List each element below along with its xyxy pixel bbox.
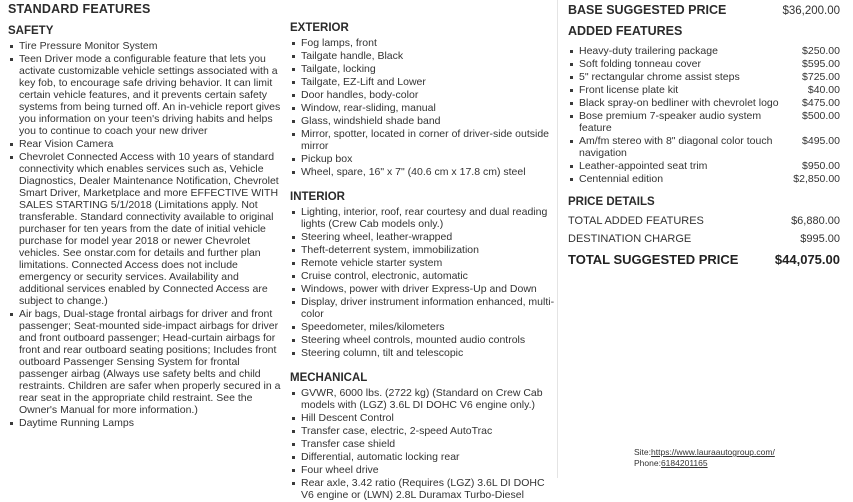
total-suggested-price-row: [568, 252, 840, 267]
pricing-panel: [557, 0, 853, 478]
interior-feature-item: Remote vehicle starter system: [290, 257, 560, 269]
exterior-list: [290, 37, 560, 178]
section-mechanical: [290, 372, 560, 501]
section-interior: [290, 191, 560, 359]
added-feature-row-amount: $495.00: [802, 135, 840, 147]
mechanical-feature-item: Differential, automatic locking rear: [290, 451, 560, 463]
added-feature-row-label: Front license plate kit: [579, 84, 679, 96]
added-features-heading: ADDED FEATURES: [568, 24, 683, 38]
interior-feature-item: Steering column, tilt and telescopic: [290, 347, 560, 359]
exterior-feature-item: Pickup box: [290, 153, 560, 165]
exterior-feature-item: Tailgate, locking: [290, 63, 560, 75]
added-feature-row: [568, 97, 840, 109]
added-feature-row-amount: $950.00: [802, 160, 840, 172]
site-label: Site:: [634, 447, 652, 457]
added-feature-row: [568, 160, 840, 172]
site-link[interactable]: https://www.lauraautogroup.com/: [651, 447, 775, 457]
base-price-label: BASE SUGGESTED PRICE: [568, 3, 727, 17]
safety-feature-item: Chevrolet Connected Access with 10 years of standard connectivity which enables services such as, Vehicle Diagnostics, Dealer Maintenance Notification, Chevrolet Smart Driver, Marketplace and more EFFECTIVE WITH SALES STARTING 5/1/2018 (Limitations apply. Not transferable. Standard connectivity available to original purchaser for ten years from the date of initial vehicle purchase for model year 2018 or newer Chevrolet vehicles. See onstar.com for details and further plan limitations. Connected Access does not include emergency or security services. Availability and additional services enabled by Connected Access are subject to change.): [8, 151, 284, 307]
section-safety: [8, 25, 284, 429]
added-feature-row-amount: $500.00: [802, 110, 840, 122]
exterior-feature-item: Wheel, spare, 16" x 7" (40.6 cm x 17.8 cm) steel: [290, 166, 560, 178]
mechanical-list: [290, 387, 560, 501]
added-feature-row-label: Leather-appointed seat trim: [579, 160, 708, 172]
exterior-feature-item: Glass, windshield shade band: [290, 115, 560, 127]
added-feature-row: [568, 45, 840, 57]
price-detail-row-amount: $995.00: [800, 233, 840, 245]
mechanical-feature-item: GVWR, 6000 lbs. (2722 kg) (Standard on Crew Cab models with (LGZ) 3.6L DI DOHC V6 engine only.): [290, 387, 560, 411]
site-line: [634, 447, 775, 458]
safety-heading: SAFETY: [8, 25, 54, 37]
added-feature-row-amount: $2,850.00: [793, 173, 840, 185]
price-details-rows: [568, 215, 840, 245]
exterior-feature-item: Fog lamps, front: [290, 37, 560, 49]
section-exterior: [290, 22, 560, 178]
added-feature-row-label: Centennial edition: [579, 173, 664, 185]
interior-feature-item: Display, driver instrument information enhanced, multi-color: [290, 296, 560, 320]
exterior-feature-item: Window, rear-sliding, manual: [290, 102, 560, 114]
added-feature-row: [568, 84, 840, 96]
price-detail-row-label: DESTINATION CHARGE: [568, 233, 692, 245]
added-feature-row-amount: $250.00: [802, 45, 840, 57]
standard-features-title: STANDARD FEATURES: [8, 2, 151, 16]
total-suggested-price-amount: $44,075.00: [774, 252, 840, 267]
safety-list: [8, 40, 284, 429]
mechanical-feature-item: Transfer case, electric, 2-speed AutoTrac: [290, 425, 560, 437]
base-price-amount: $36,200.00: [782, 5, 840, 17]
added-feature-row-label: 5" rectangular chrome assist steps: [579, 71, 740, 83]
interior-feature-item: Speedometer, miles/kilometers: [290, 321, 560, 333]
safety-feature-item: Rear Vision Camera: [8, 138, 284, 150]
price-detail-row-amount: $6,880.00: [791, 215, 840, 227]
added-feature-row-amount: $725.00: [802, 71, 840, 83]
price-detail-row: [568, 233, 840, 245]
added-feature-row-amount: $595.00: [802, 58, 840, 70]
mechanical-heading: MECHANICAL: [290, 372, 368, 384]
added-feature-row-label: Black spray-on bedliner with chevrolet logo: [579, 97, 779, 109]
interior-heading: INTERIOR: [290, 191, 345, 203]
added-feature-row: [568, 110, 840, 134]
mechanical-feature-item: Hill Descent Control: [290, 412, 560, 424]
added-feature-row: [568, 135, 840, 159]
total-suggested-price-label: TOTAL SUGGESTED PRICE: [568, 252, 739, 267]
phone-label: Phone:: [634, 458, 661, 468]
added-feature-row-amount: $40.00: [807, 84, 840, 96]
safety-feature-item: Daytime Running Lamps: [8, 417, 284, 429]
standard-features-column: [8, 2, 284, 430]
mechanical-feature-item: Rear axle, 3.42 ratio (Requires (LGZ) 3.6L DI DOHC V6 engine or (LWN) 2.8L Duramax Turbo-Diesel: [290, 477, 560, 501]
exterior-heading: EXTERIOR: [290, 22, 349, 34]
added-features-list: [568, 45, 840, 185]
exterior-feature-item: Tailgate, EZ-Lift and Lower: [290, 76, 560, 88]
base-price-row: [568, 3, 840, 17]
exterior-feature-item: Door handles, body-color: [290, 89, 560, 101]
exterior-feature-item: Tailgate handle, Black: [290, 50, 560, 62]
mechanical-feature-item: Four wheel drive: [290, 464, 560, 476]
interior-feature-item: Steering wheel, leather-wrapped: [290, 231, 560, 243]
added-feature-row-label: Heavy-duty trailering package: [579, 45, 718, 57]
price-detail-row-label: TOTAL ADDED FEATURES: [568, 215, 704, 227]
safety-feature-item: Tire Pressure Monitor System: [8, 40, 284, 52]
interior-feature-item: Cruise control, electronic, automatic: [290, 270, 560, 282]
price-detail-row: [568, 215, 840, 227]
added-feature-row: [568, 173, 840, 185]
interior-feature-item: Theft-deterrent system, immobilization: [290, 244, 560, 256]
safety-feature-item: Teen Driver mode a configurable feature that lets you activate customizable vehicle settings associated with a key fob, to encourage safe driving behavior. It can limit certain vehicle features, and it prevents certain safety systems from being turned off. An in-vehicle report gives you information on your teen's driving habits and helps you to continue to coach your new driver: [8, 53, 284, 137]
added-feature-row-label: Bose premium 7-speaker audio system feature: [579, 110, 762, 134]
exterior-feature-item: Mirror, spotter, located in corner of driver-side outside mirror: [290, 128, 560, 152]
price-details-heading: PRICE DETAILS: [568, 196, 655, 208]
interior-list: [290, 206, 560, 359]
features-middle-column: [290, 22, 560, 502]
mechanical-feature-item: Transfer case shield: [290, 438, 560, 450]
added-feature-row-amount: $475.00: [802, 97, 840, 109]
phone-line: [634, 458, 775, 469]
interior-feature-item: Lighting, interior, roof, rear courtesy and dual reading lights (Crew Cab models only.): [290, 206, 560, 230]
added-feature-row: [568, 71, 840, 83]
dealer-contact: [634, 447, 775, 469]
added-feature-row-label: Soft folding tonneau cover: [579, 58, 702, 70]
interior-feature-item: Windows, power with driver Express-Up and Down: [290, 283, 560, 295]
added-feature-row-label: Am/fm stereo with 8" diagonal color touch navigation: [579, 135, 773, 159]
interior-feature-item: Steering wheel controls, mounted audio controls: [290, 334, 560, 346]
added-feature-row: [568, 58, 840, 70]
safety-feature-item: Air bags, Dual-stage frontal airbags for driver and front passenger; Seat-mounted side-impact airbags for driver and front outboard passenger; Head-curtain airbags for front and rear outboard seating positions; Includes front outboard Passenger Sensing System for frontal passenger airbag (Always use safety belts and child restraints. Children are safer when properly secured in a rear seat in the appropriate child restraint. See the Owner's Manual for more information.): [8, 308, 284, 416]
phone-link[interactable]: 6184201165: [660, 458, 708, 468]
